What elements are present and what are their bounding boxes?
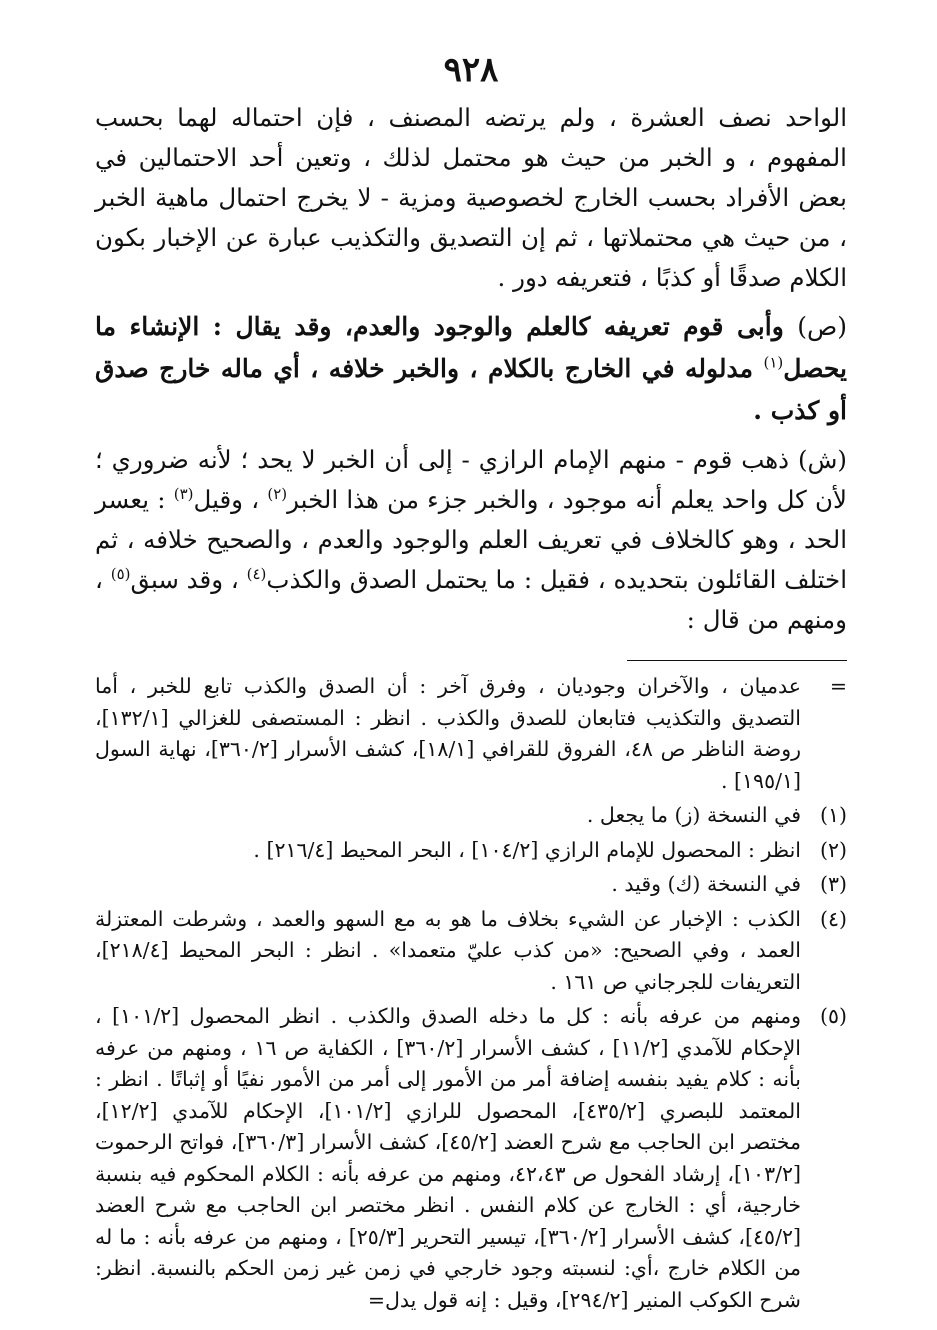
footnote-ref-4[interactable]: (٤) <box>246 564 267 583</box>
footnote-text: عدميان ، والآخران وجوديان ، وفرق آخر : أن الصدق والكذب تابع للخبر ، أما التصديق والتكذيب فتابعان للصدق والكذب . انظر : المستصفى للغزالي [١٣٢/١]، روضة الناظر ص ٤٨، الفروق للقرافي [١٨/١]، كشف الأسرار [٣٦٠/٢]، نهاية السول [١٩٥/١] . <box>95 674 802 793</box>
footnotes <box>95 671 847 1316</box>
footnote-mark: (٤) <box>819 906 847 931</box>
sharh-text-part3: : يعسر الحد ، وهو كالخلاف في تعريف العلم والوجود والعدم ، والصحيح خلافه ، ثم اختلف القائلون بتحديده ، فقيل : ما يحتمل الصدق والكذب <box>95 485 847 594</box>
footnote-5 <box>95 1001 847 1316</box>
footnote-mark: (٣) <box>819 872 847 896</box>
matn-paragraph <box>95 306 847 432</box>
footnote-4 <box>95 904 847 999</box>
footnote-text: انظر : المحصول للإمام الرازي [١٠٤/٢] ، البحر المحيط [٢١٦/٤] . <box>253 837 801 862</box>
sharh-text-part4: ، وقد سبق <box>130 565 239 594</box>
matn-text-part2: مدلوله في الخارج بالكلام ، والخبر خلافه ، أي ماله خارج صدق أو كذب . <box>95 354 847 425</box>
sharh-paragraph <box>95 440 847 640</box>
footnote-1 <box>95 800 847 832</box>
matn-prefix: (ص) <box>797 312 847 341</box>
commentary-paragraph-continuation: الواحد نصف العشرة ، ولم يرتضه المصنف ، فإن احتماله لهما بحسب المفهوم ، و الخبر من حيث هو محتمل لذلك ، وتعين أحد الاحتمالين في بعض الأفراد بحسب الخارج لخصوصية ومزية - لا يخرج احتمال ماهية الخبر ، من حيث هي محتملاتها ، ثم إن التصديق والتكذيب عبارة عن الإخبار بكون الكلام صدقًا أو كذبًا ، فتعريفه دور . <box>95 103 847 292</box>
footnote-text: في النسخة (ك) وقيد . <box>611 872 801 896</box>
footnote-ref-2[interactable]: (٢) <box>267 484 288 503</box>
footnote-continuation <box>95 671 847 797</box>
footnote-3 <box>95 869 847 901</box>
footnote-mark: (١) <box>819 803 847 827</box>
sharh-text-part5: ، ومنهم من قال : <box>95 565 847 634</box>
footnote-mark: = <box>829 674 847 698</box>
footnote-text: في النسخة (ز) ما يجعل . <box>586 803 801 827</box>
sharh-text-part1: (ش) ذهب قوم - منهم الإمام الرازي - إلى أن الخبر لا يحد ؛ لأنه ضروري ؛ لأن كل واحد يعلم أنه موجود ، والخبر جزء من هذا الخبر <box>95 445 848 514</box>
sharh-text-part2: ، وقيل <box>193 485 260 514</box>
footnote-mark: (٢) <box>819 837 847 862</box>
footnote-separator <box>627 660 847 661</box>
footnote-ref-3[interactable]: (٣) <box>173 484 194 503</box>
footnote-ref-1[interactable]: (١) <box>763 353 784 372</box>
footnote-ref-5[interactable]: (٥) <box>110 564 131 583</box>
matn-text-part1: وأبى قوم تعريفه كالعلم والوجود والعدم، وقد يقال : الإنشاء ما يحصل <box>95 312 847 383</box>
footnote-mark: (٥) <box>819 1004 847 1028</box>
page-number: ٩٢٨ <box>443 50 499 90</box>
footnote-text: الكذب : الإخبار عن الشيء بخلاف ما هو به مع السهو والعمد ، وشرطت المعتزلة العمد ، وفي الصحيح: «من كذب عليّ متعمدا» . انظر : البحر المحيط [٢١٨/٤]، التعريفات للجرجاني ص ١٦١ . <box>95 906 801 994</box>
footnote-text: ومنهم من عرفه بأنه : كل ما دخله الصدق والكذب . انظر المحصول [١٠١/٢] ، الإحكام للآمدي [١١/٢] ، كشف الأسرار [٣٦٠/٢] ، الكفاية ص ١٦ ، ومنهم من عرفه بأنه : كلام يفيد بنفسه إضافة أمر من الأمور إلى أمر من الأمور نفيًا أو إثباتًا . انظر : المعتمد للبصري [٤٣٥/٢]، المحصول للرازي [١٠١/٢]، الإحكام للآمدي [١٢/٢]، مختصر ابن الحاجب مع شرح العضد [٤٥/٢]، كشف الأسرار [٣٦٠/٣]، فواتح الرحموت [١٠٣/٢]، إرشاد الفحول ص ٤٢،٤٣، ومنهم من عرفه بأنه : الكلام المحكوم فيه بنسبة خارجية، أي : الخارج عن كلام النفس . انظر مختصر ابن الحاجب مع شرح العضد [٤٥/٢]، كشف الأسرار [٣٦٠/٢]، تيسير التحرير [٢٥/٣] ، ومنهم من عرفه بأنه : ما له من الكلام خارج ،أي: لنسبته وجود خارجي في زمن غير زمن الحكم بالنسبة. انظر: شرح الكوكب المنير [٢٩٤/٢]، وقيل : إنه قول يدل= <box>95 1004 802 1312</box>
footnote-2 <box>95 835 847 867</box>
